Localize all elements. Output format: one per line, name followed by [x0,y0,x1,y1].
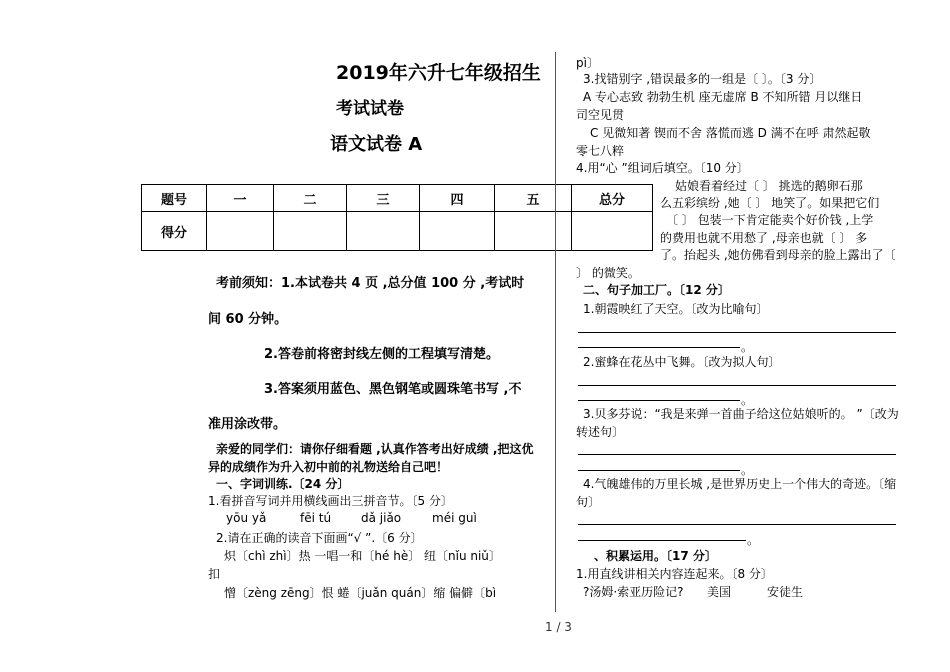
score-table-header-row [142,185,653,212]
section-2-heading: 二、句子加工厂。〔12 分〕 [583,283,730,297]
note-3b: 准用涂改带。 [208,417,287,432]
column-divider [555,52,556,612]
question-3-a: A 专心志致 勃勃生机 座无虚席 B 不知所错 月以继日 [583,90,863,104]
question-2-line-2: 憎〔zèng zēng〕恨 蜷〔juǎn quán〕缩 偏僻〔bì [224,586,497,600]
score-cell[interactable] [274,212,347,251]
title-line-3: 语文试卷 A [330,134,423,155]
answer-line-2b[interactable] [578,400,740,401]
score-row-label: 得分 [142,212,207,251]
sentence-3a: 3.贝多芬说：“我是来弹一首曲子给这位姑娘听的。 ”〔改为 [583,407,899,421]
pinyin-3: dǎ jiǎo [361,511,402,525]
score-cell[interactable] [420,212,495,251]
pinyin-1: yōu yǎ [226,511,267,525]
question-3-c: C 见微知著 锲而不舍 落慌而逃 D 满不在呼 肃然起敬 [590,126,871,140]
continued-text: pì〕 [576,56,599,70]
question-3: 3.找错别字 ,错误最多的一组是〔 〕。〔3 分〕 [583,72,822,86]
greeting-line-1: 亲爱的同学们：请你仔细看题 ,认真作答考出好成绩 ,把这优 [216,442,534,456]
title-line-2: 考试试卷 [336,99,404,119]
question-4-p3: 〔 〕 包装一下肯定能卖个好价钱 ,上学 [666,213,874,227]
question-4-p5: 了。抬起头 ,她仿佛看到母亲的脸上露出了〔 [660,248,896,262]
answer-period-2: 。 [741,393,754,407]
accumulation-q1: 1.用直线讲相关内容连起来。〔8 分〕 [576,567,773,581]
match-item-author: 安徒生 [767,585,804,599]
score-header-cell: 三 [347,185,420,212]
section-1-text: 一、字词训练.〔24 分〕 [216,477,350,491]
answer-line-3b[interactable] [578,470,740,471]
score-header-cell: 四 [420,185,495,212]
score-header-cell: 总分 [572,185,653,212]
pinyin-4: méi guì [432,511,477,525]
question-2-line-1b: 扣 [208,567,221,581]
answer-line-3a[interactable] [578,454,896,455]
note-1b: 间 60 分钟。 [208,312,288,327]
answer-line-4a[interactable] [578,524,896,525]
score-table [141,184,653,251]
section-1-heading [216,475,349,492]
answer-line-1a[interactable] [578,332,896,333]
answer-period-4: 。 [747,533,760,547]
question-4-p6: 〕 的微笑。 [576,266,640,280]
score-table-score-row [142,212,653,251]
question-3-c2: 零七八粹 [576,144,625,158]
note-1a: 考前须知：1.本试卷共 4 页 ,总分值 100 分 ,考试时 [216,276,525,291]
score-cell[interactable] [572,212,653,251]
page-number: 1 / 3 [545,620,572,634]
answer-line-2a[interactable] [578,385,896,386]
answer-period-3: 。 [741,463,754,477]
score-header-cell: 题号 [142,185,207,212]
sentence-4b: 句〕 [576,495,601,509]
question-2: 2.请在正确的读音下面画“√ ”.〔6 分〕 [216,531,423,545]
score-cell[interactable] [347,212,420,251]
answer-line-4b[interactable] [578,540,746,541]
question-3-a2: 司空见贯 [576,108,625,122]
note-2: 2.答卷前将密封线左侧的工程填写清楚。 [264,347,499,362]
score-header-cell: 五 [495,185,572,212]
sentence-1: 1.朝霞映红了天空。〔改为比喻句〕 [583,302,769,316]
match-item-country: 美国 [707,585,732,599]
question-4-p4: 的费用也就不用愁了 ,母亲也就〔 〕 多 [660,231,868,245]
pinyin-2: fēi tú [300,511,332,525]
greeting-line-2: 异的成绩作为升入初中前的礼物送给自己吧！ [208,460,449,474]
score-cell[interactable] [207,212,274,251]
question-4-p2: 么五彩缤纷 ,她〔 〕 地笑了。如果把它们 [660,196,880,210]
score-header-cell: 二 [274,185,347,212]
sentence-3b: 转述句〕 [576,425,625,439]
note-3a: 3.答案须用蓝色、黑色钢笔或圆珠笔书写 ,不 [264,382,522,397]
sentence-2: 2.蜜蜂在花丛中飞舞。〔改为拟人句〕 [583,355,781,369]
answer-period-1: 。 [741,340,754,354]
answer-line-1b[interactable] [578,347,740,348]
section-3-heading: 、积累运用。〔17 分〕 [594,549,717,563]
title-line-1: 2019年六升七年级招生 [336,62,541,84]
question-1: 1.看拼音写词并用横线画出三拼音节。〔5 分〕 [208,494,453,508]
question-4: 4.用“心 ”组词后填空。〔10 分〕 [576,161,749,175]
question-4-p1: 姑娘看着经过〔 〕 挑选的鹅卵石那 [675,179,863,193]
score-header-cell: 一 [207,185,274,212]
match-item-book: ?汤姆·索亚历险记? [583,585,684,599]
score-cell[interactable] [495,212,572,251]
question-2-line-1: 炽〔chì zhì〕热 一唱一和〔hé hè〕 纽〔nǐu niǔ〕 [224,549,501,563]
sentence-4a: 4.气魄雄伟的万里长城 ,是世界历史上一个伟大的奇迹。〔缩 [583,477,897,491]
